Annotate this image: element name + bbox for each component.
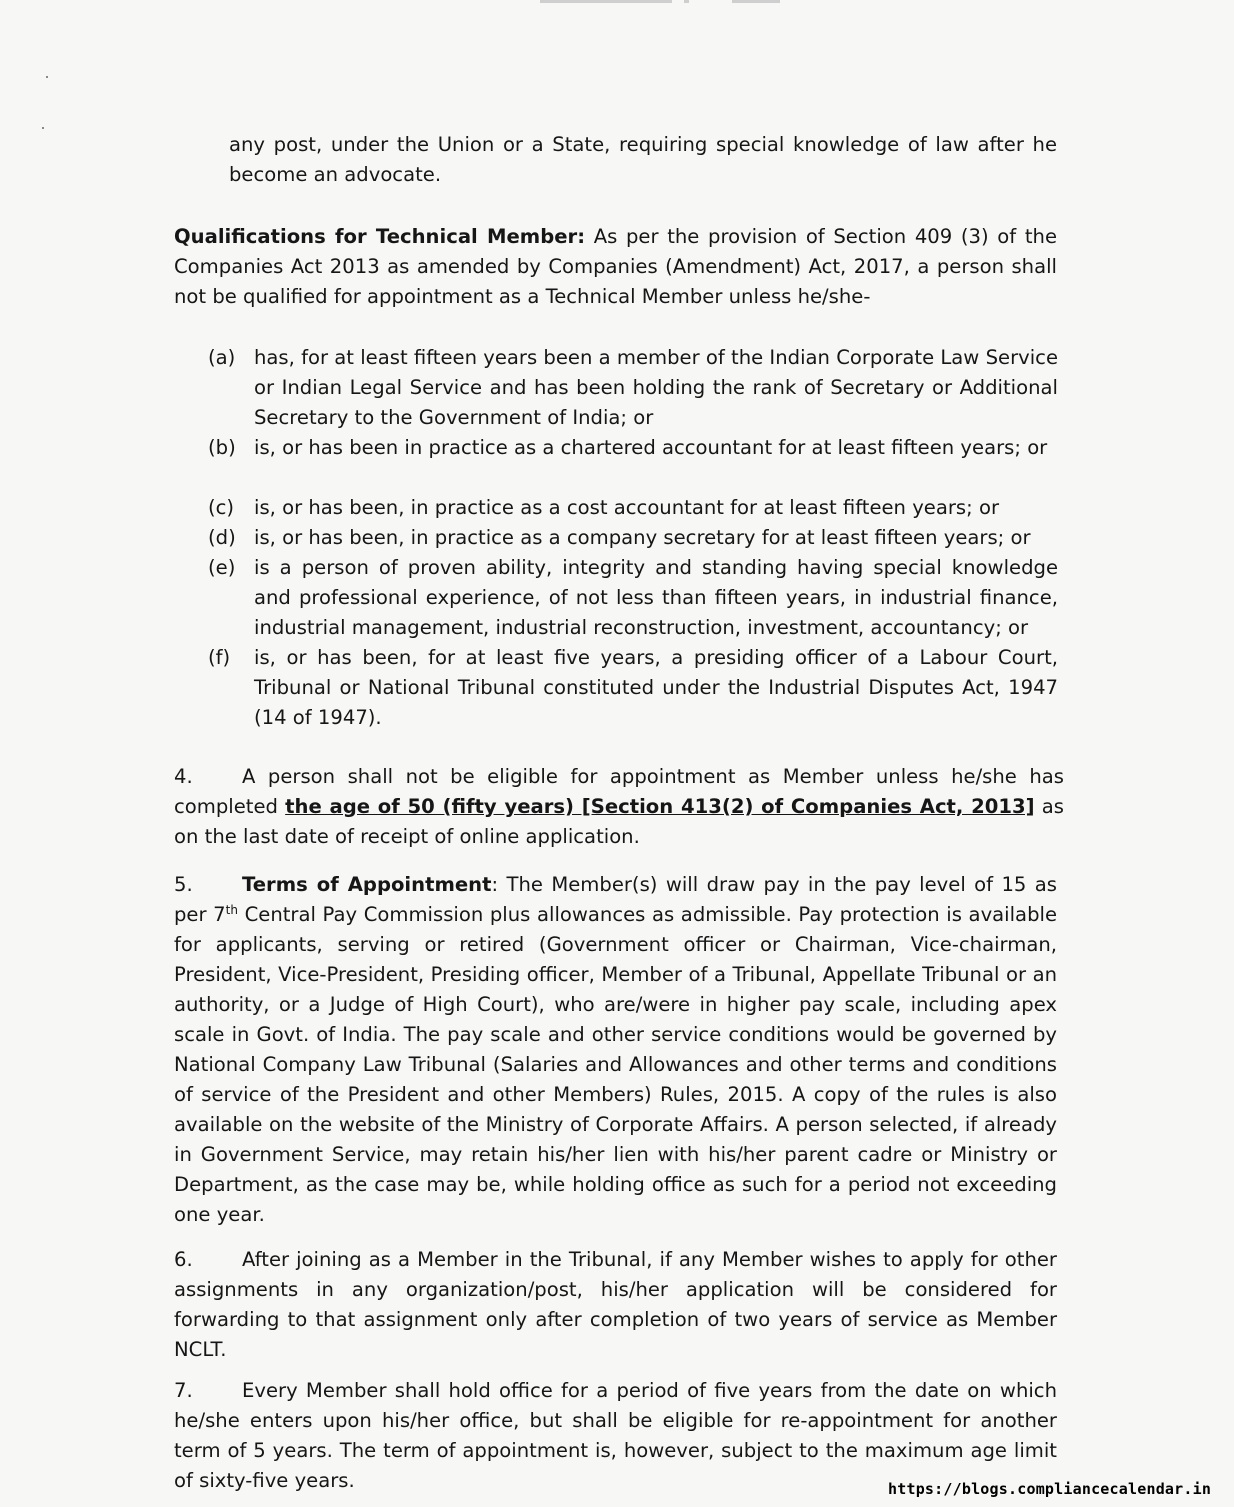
list-item-label: (e) bbox=[208, 556, 236, 579]
technical-text: As per the provision of Section 409 (3) of the Companies Act 2013 as amended by Companies (Amendment) Act, 2017, a person shall not be qualified for appointment as a Technical Member unless he/she- bbox=[174, 225, 1057, 308]
list-item-text: is, or has been in practice as a chartered accountant for at least fifteen years; or bbox=[254, 436, 1048, 459]
list-item-text: is, or has been, in practice as a company secretary for at least fifteen years; or bbox=[254, 526, 1031, 549]
paragraph-7 bbox=[174, 1376, 1057, 1496]
list-item bbox=[208, 553, 1058, 643]
age-requirement-emphasis: the age of 50 (fifty years) [Section 413(2) of Companies Act, 2013] bbox=[285, 795, 1035, 818]
scan-speck bbox=[42, 127, 44, 129]
list-item-text: is, or has been, for at least five years, a presiding officer of a Labour Court, Tribunal or National Tribunal constituted under the Industrial Disputes Act, 1947 (14 of 1947). bbox=[254, 646, 1058, 729]
technical-member-paragraph bbox=[174, 222, 1057, 312]
list-item bbox=[208, 643, 1058, 733]
list-item-text: has, for at least fifteen years been a member of the Indian Corporate Law Service or Indian Legal Service and has been holding the rank of Secretary or Additional Secretary to the Government of India; or bbox=[254, 346, 1058, 429]
technical-heading: Qualifications for Technical Member: bbox=[174, 225, 586, 248]
paragraph-number: 7. bbox=[174, 1379, 193, 1402]
list-item bbox=[208, 433, 1058, 463]
scan-speck bbox=[46, 76, 48, 78]
list-item-text: is, or has been, in practice as a cost accountant for at least fifteen years; or bbox=[254, 496, 1000, 519]
list-item-label: (f) bbox=[208, 646, 231, 669]
source-url: https://blogs.compliancecalendar.in bbox=[888, 1480, 1212, 1498]
list-item-label: (a) bbox=[208, 346, 236, 369]
list-item bbox=[208, 523, 1058, 553]
paragraph-number: 5. bbox=[174, 873, 193, 896]
paragraph-4-text-before: A person shall not be eligible for appointment as Member unless he/she has completed bbox=[174, 765, 1064, 818]
list-item-label: (b) bbox=[208, 436, 236, 459]
list-item-label: (c) bbox=[208, 496, 235, 519]
superscript-th: th bbox=[225, 903, 238, 917]
paragraph-number: 6. bbox=[174, 1248, 193, 1271]
scan-edge-mark bbox=[540, 0, 780, 3]
paragraph-6 bbox=[174, 1245, 1057, 1365]
intro-text: any post, under the Union or a State, requiring special knowledge of law after he become an advocate. bbox=[229, 133, 1057, 186]
paragraph-5-text-b: Central Pay Commission plus allowances as admissible. Pay protection is available for applicants, serving or retired (Government officer or Chairman, Vice-chairman, President, Vice-President, Presiding officer, Member of a Tribunal, Appellate Tribunal or an authority, or a Judge of High Court), who are/were in higher pay scale, including apex scale in Govt. of India. The pay scale and other service conditions would be governed by National Company Law Tribunal (Salaries and Allowances and other terms and conditions of service of the President and other Members) Rules, 2015. A copy of the rules is also available on the website of the Ministry of Corporate Affairs. A person selected, if already in Government Service, may retain his/her lien with his/her parent cadre or Ministry or Department, as the case may be, while holding office as such for a period not exceeding one year. bbox=[174, 903, 1057, 1226]
list-item bbox=[208, 343, 1058, 433]
paragraph-4-text-after: as on the last date of receipt of online application. bbox=[174, 795, 1065, 848]
list-item-text: is a person of proven ability, integrity and standing having special knowledge and professional experience, of not less than fifteen years, in industrial finance, industrial management, industrial reconstruction, investment, accountancy; or bbox=[254, 556, 1058, 639]
paragraph-7-text: Every Member shall hold office for a period of five years from the date on which he/she enters upon his/her office, but shall be eligible for re-appointment for another term of 5 years. The term of appointment is, however, subject to the maximum age limit of sixty-five years. bbox=[174, 1379, 1057, 1492]
paragraph-5 bbox=[174, 870, 1057, 1230]
list-item bbox=[208, 493, 1058, 523]
paragraph-6-text: After joining as a Member in the Tribunal, if any Member wishes to apply for other assignments in any organization/post, his/her application will be considered for forwarding to that assignment only after completion of two years of service as Member NCLT. bbox=[174, 1248, 1057, 1361]
terms-heading: Terms of Appointment bbox=[242, 873, 492, 896]
intro-paragraph bbox=[229, 130, 1057, 190]
paragraph-5-text-a: : The Member(s) will draw pay in the pay level of 15 as per 7 bbox=[174, 873, 1058, 926]
paragraph-number: 4. bbox=[174, 765, 193, 788]
list-item-label: (d) bbox=[208, 526, 236, 549]
paragraph-4 bbox=[174, 762, 1064, 852]
